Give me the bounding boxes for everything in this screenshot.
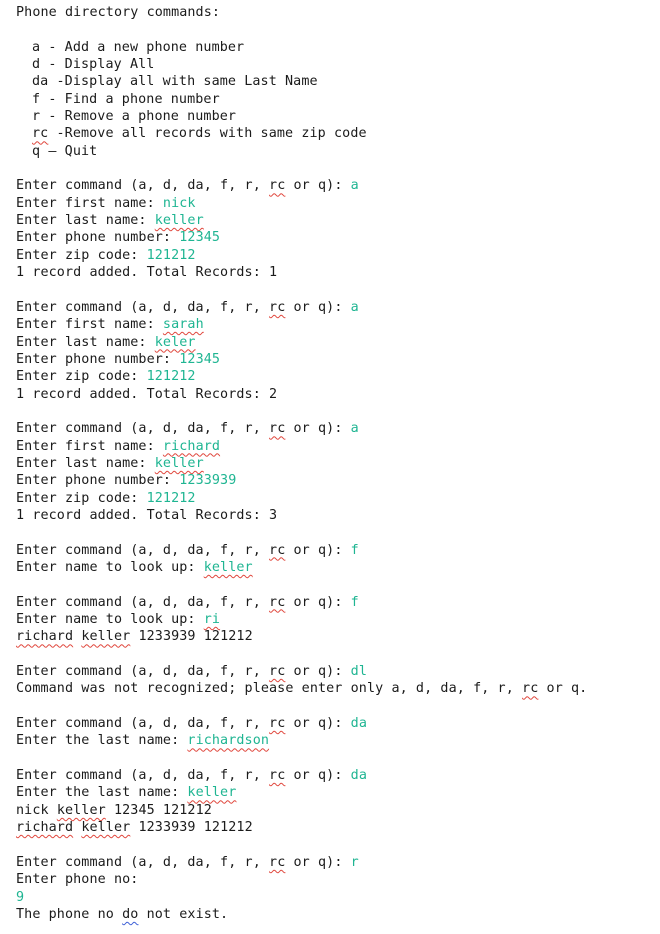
command-prompt: Enter command (a, d, da, f, r, rc or q): a	[16, 299, 359, 315]
help-item-display: d - Display All	[32, 57, 155, 73]
help-item-quit: q – Quit	[32, 143, 98, 159]
command-prompt: Enter command (a, d, da, f, r, rc or q): dl	[16, 664, 367, 680]
record-result: nick keller 12345 121212	[16, 802, 212, 818]
zip-code-input: 121212	[146, 247, 196, 263]
phone-no-input-line	[16, 889, 652, 906]
first-name-prompt: Enter first name: sarah	[16, 317, 204, 333]
lookup-input: ri	[203, 612, 221, 628]
command-prompt: Enter command (a, d, da, f, r, rc or q): a	[16, 178, 359, 194]
last-name-prompt: Enter last name: keller	[16, 455, 204, 471]
lookup-prompt: Enter name to look up: keller	[16, 560, 253, 575]
help-item-find: f - Find a phone number	[32, 91, 220, 107]
command-input: a	[350, 421, 359, 437]
record-result: richard keller 1233939 121212	[16, 629, 253, 645]
first-name-input: sarah	[162, 317, 204, 333]
last-name-lookup-input: richardson	[187, 733, 270, 749]
phone-no-input: 9	[16, 889, 25, 905]
add-result: 1 record added. Total Records: 3	[16, 507, 278, 523]
phone-number-prompt: Enter phone number: 12345	[16, 351, 221, 367]
first-name-input: nick	[162, 195, 196, 211]
first-name-input: richard	[162, 438, 221, 454]
last-name-lookup-input: keller	[187, 785, 237, 801]
first-name-prompt: Enter first name: nick	[16, 195, 196, 211]
record-result: richard keller 1233939 121212	[16, 820, 253, 836]
last-name-input: keller	[154, 455, 204, 471]
zip-code-prompt: Enter zip code: 121212	[16, 490, 196, 506]
add-result: 1 record added. Total Records: 1	[16, 265, 278, 281]
error-message: Command was not recognized; please enter only a, d, da, f, r, rc or q.	[16, 681, 588, 697]
command-input: a	[350, 178, 359, 194]
zip-code-prompt: Enter zip code: 121212	[16, 247, 196, 263]
phone-number-input: 12345	[179, 351, 221, 367]
lookup-prompt: Enter name to look up: ri	[16, 612, 221, 628]
first-name-prompt: Enter first name: richard	[16, 438, 221, 454]
last-name-prompt: Enter last name: keler	[16, 334, 196, 350]
console-output	[16, 4, 652, 923]
last-name-prompt: Enter last name: keller	[16, 213, 204, 229]
command-prompt: Enter command (a, d, da, f, r, rc or q): a	[16, 421, 359, 437]
last-name-input: keler	[154, 334, 196, 350]
phone-no-prompt: Enter phone no:	[16, 872, 139, 888]
phone-number-prompt: Enter phone number: 1233939	[16, 473, 237, 489]
last-name-input: keller	[154, 213, 204, 229]
command-input: a	[350, 299, 359, 315]
phone-number-input: 12345	[179, 230, 221, 246]
last-name-lookup-prompt: Enter the last name: keller	[16, 785, 237, 801]
command-input: da	[350, 768, 367, 784]
last-name-lookup-prompt: Enter the last name: richardson	[16, 733, 270, 749]
command-prompt: Enter command (a, d, da, f, r, rc or q): da	[16, 768, 367, 784]
command-input: dl	[350, 664, 367, 680]
zip-code-input: 121212	[146, 369, 196, 385]
command-input: f	[350, 594, 359, 610]
zip-code-input: 121212	[146, 490, 196, 506]
help-title: Phone directory commands:	[16, 5, 221, 20]
add-result: 1 record added. Total Records: 2	[16, 386, 278, 402]
command-prompt: Enter command (a, d, da, f, r, rc or q): f	[16, 542, 359, 558]
help-item-remove-zip: rc -Remove all records with same zip code	[32, 126, 367, 142]
command-prompt: Enter command (a, d, da, f, r, rc or q): da	[16, 716, 367, 732]
remove-result: The phone no do not exist.	[16, 906, 229, 922]
help-item-add: a - Add a new phone number	[32, 39, 245, 55]
command-input: da	[350, 716, 367, 732]
lookup-input: keller	[203, 560, 253, 575]
help-item-display-lastname: da -Display all with same Last Name	[32, 74, 318, 90]
zip-code-prompt: Enter zip code: 121212	[16, 369, 196, 385]
command-prompt: Enter command (a, d, da, f, r, rc or q): f	[16, 594, 359, 610]
command-input: r	[350, 854, 359, 870]
help-item-remove: r - Remove a phone number	[32, 109, 237, 125]
phone-number-input: 1233939	[179, 473, 237, 489]
phone-number-prompt: Enter phone number: 12345	[16, 230, 221, 246]
command-input: f	[350, 542, 359, 558]
command-prompt: Enter command (a, d, da, f, r, rc or q): r	[16, 854, 359, 870]
